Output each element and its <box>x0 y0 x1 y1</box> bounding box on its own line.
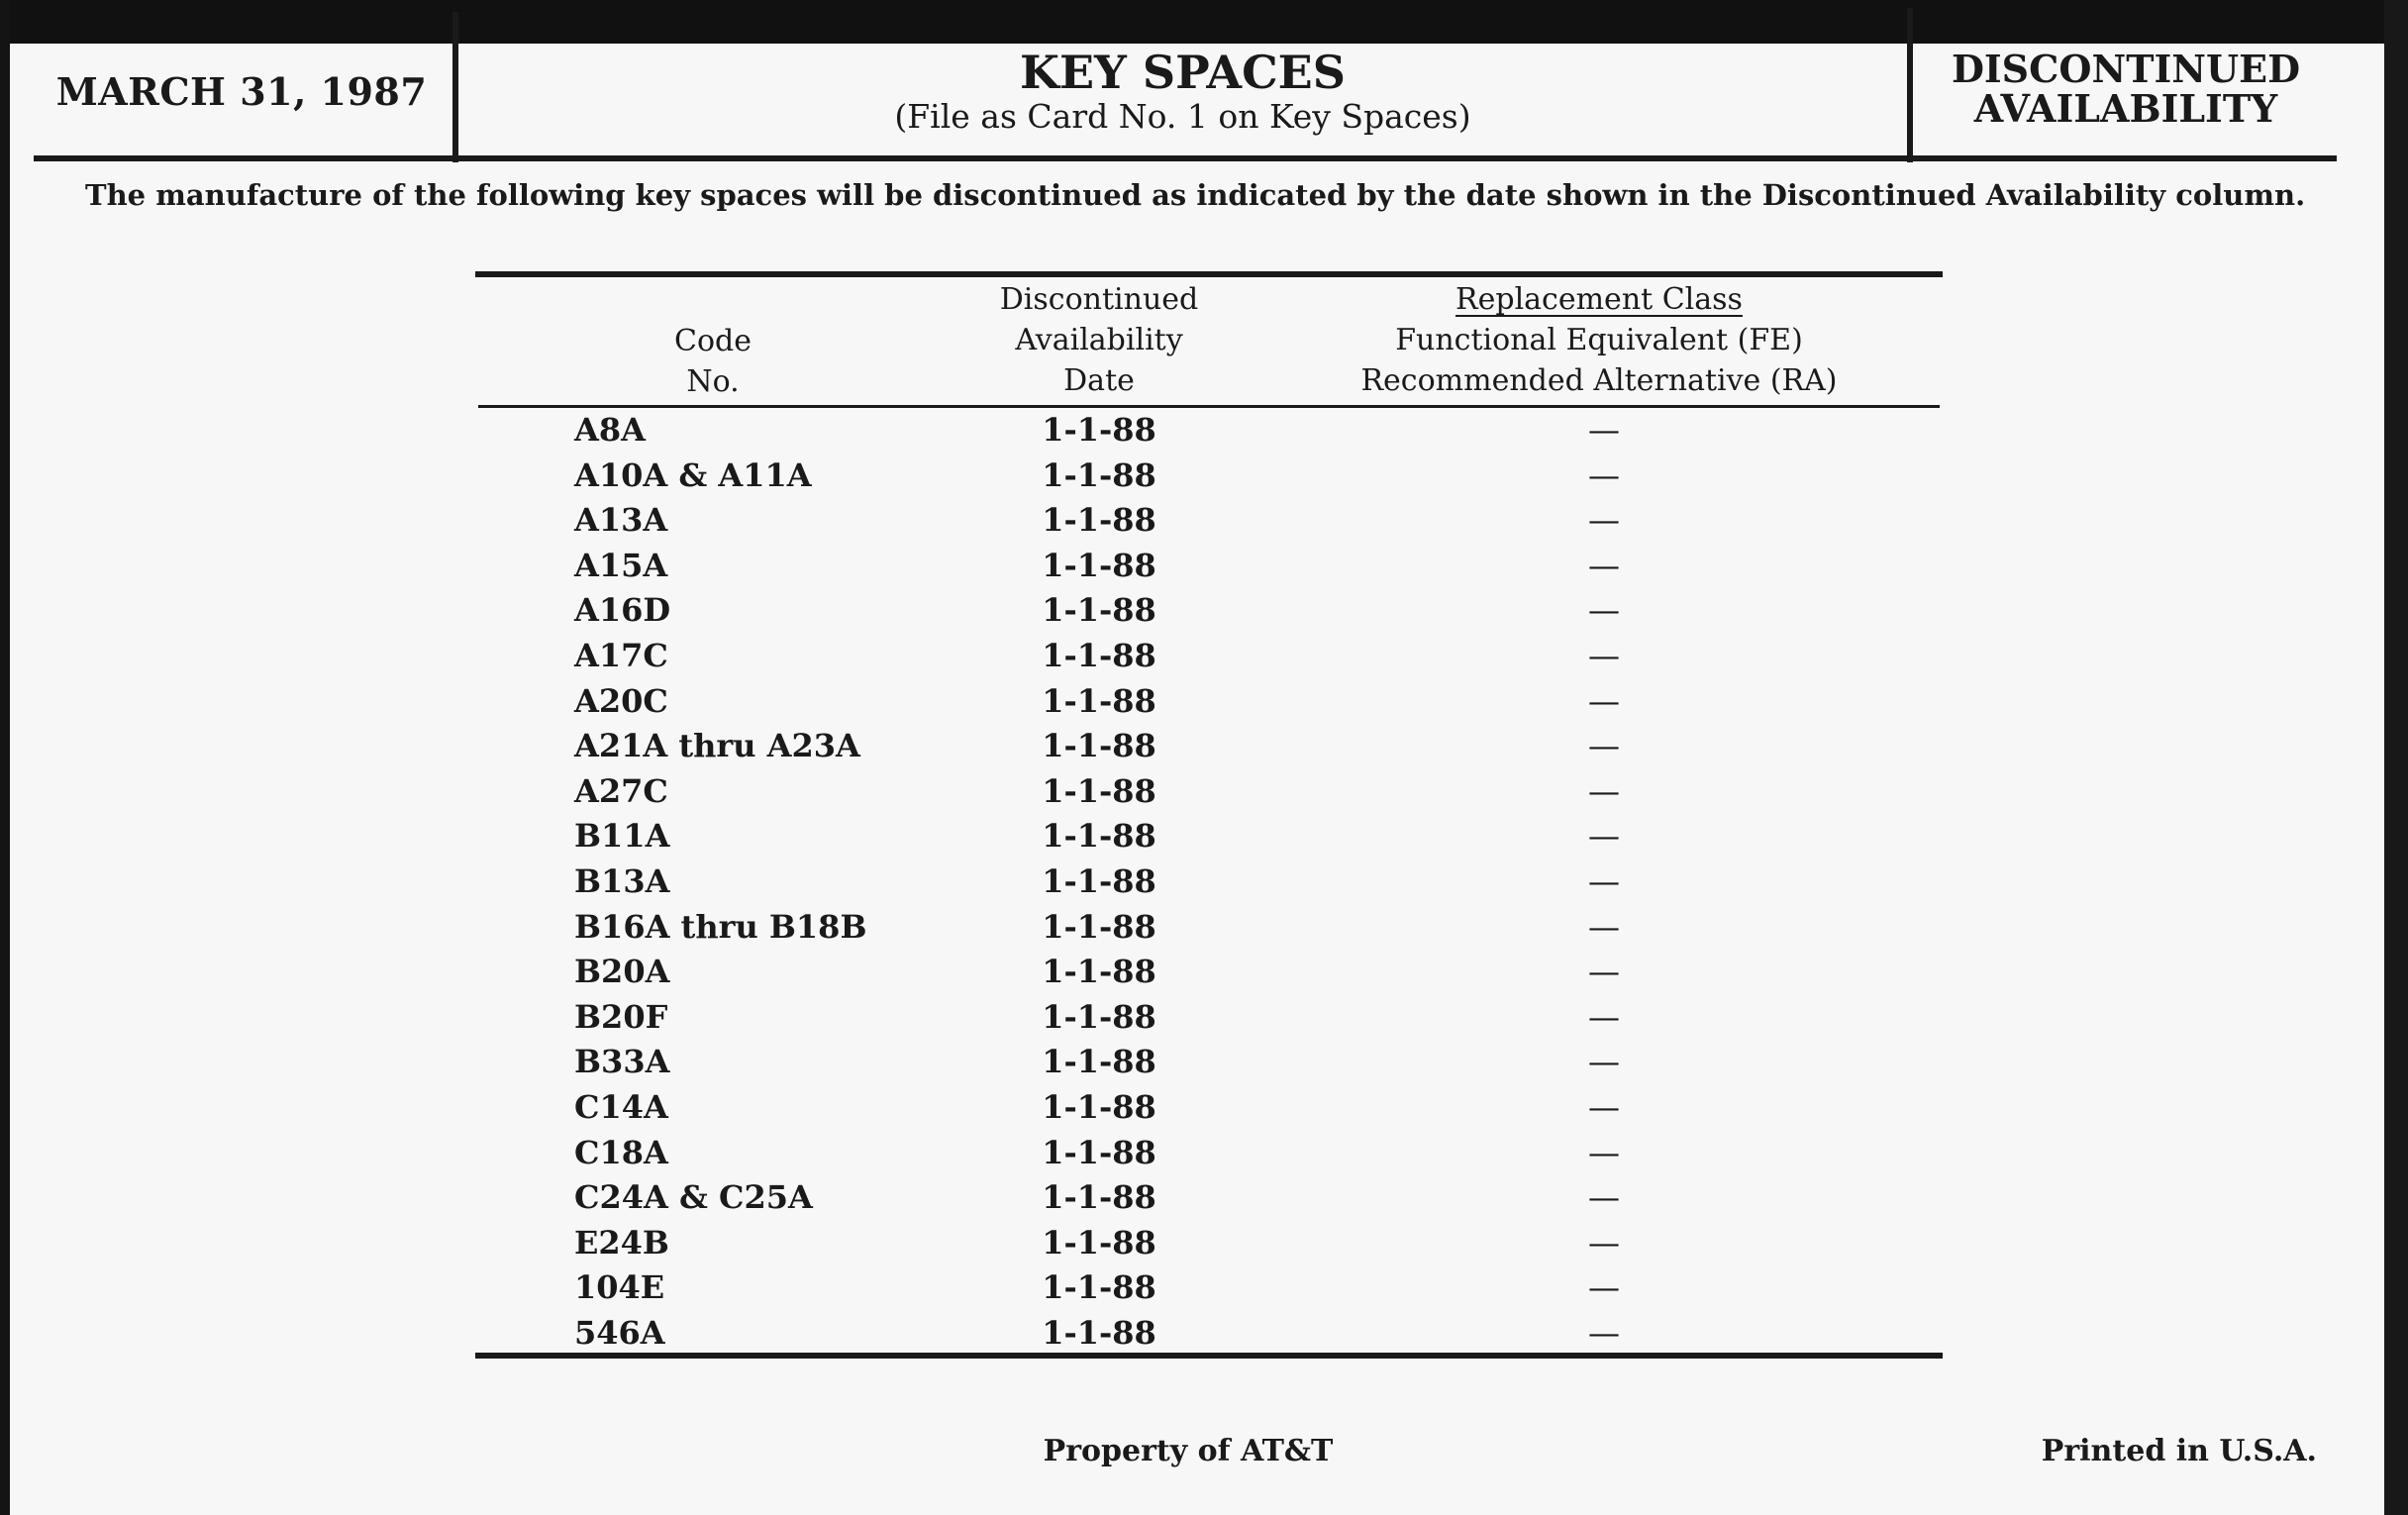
table-row <box>0 544 2408 589</box>
cell-date: 1-1-88 <box>1042 1043 1156 1081</box>
table-row <box>0 634 2408 679</box>
cell-replacement: — <box>1588 1223 1620 1262</box>
table-row <box>0 1311 2408 1357</box>
status-line-1: DISCONTINUED <box>1951 47 2301 91</box>
table-row <box>0 1175 2408 1221</box>
footer-printed: Printed in U.S.A. <box>2041 1434 2317 1468</box>
cell-date: 1-1-88 <box>1042 1133 1156 1171</box>
cell-date: 1-1-88 <box>1042 591 1156 630</box>
table-row <box>0 498 2408 544</box>
cell-replacement: — <box>1588 501 1620 540</box>
header-code-line-2: No. <box>686 364 740 399</box>
cell-date: 1-1-88 <box>1042 1087 1156 1126</box>
cell-code: A20C <box>574 681 668 720</box>
status-heading <box>1913 47 2339 131</box>
cell-replacement: — <box>1588 1268 1620 1307</box>
cell-date: 1-1-88 <box>1042 1178 1156 1217</box>
cell-date: 1-1-88 <box>1042 771 1156 810</box>
cell-date: 1-1-88 <box>1042 501 1156 540</box>
cell-code: C18A <box>574 1133 668 1171</box>
cell-date: 1-1-88 <box>1042 455 1156 494</box>
table-row <box>0 1131 2408 1176</box>
cell-date: 1-1-88 <box>1042 681 1156 720</box>
header-repl-line-1: Replacement Class <box>1455 282 1743 317</box>
header-discontinued-date <box>941 279 1257 401</box>
header-date-line-1: Discontinued <box>999 282 1199 317</box>
table-row <box>0 724 2408 769</box>
document-subtitle: (File as Card No. 1 on Key Spaces) <box>894 97 1471 136</box>
cell-date: 1-1-88 <box>1042 1268 1156 1307</box>
cell-date: 1-1-88 <box>1042 1223 1156 1262</box>
cell-code: B16A thru B18B <box>574 907 867 946</box>
cell-date: 1-1-88 <box>1042 861 1156 900</box>
cell-replacement: — <box>1588 681 1620 720</box>
cell-code: E24B <box>574 1223 669 1262</box>
cell-replacement: — <box>1588 455 1620 494</box>
table-row <box>0 1085 2408 1131</box>
cell-code: A8A <box>574 411 646 449</box>
table-row <box>0 679 2408 725</box>
cell-date: 1-1-88 <box>1042 727 1156 765</box>
cell-replacement: — <box>1588 727 1620 765</box>
cell-replacement: — <box>1588 591 1620 630</box>
table-row <box>0 408 2408 454</box>
table-row <box>0 905 2408 951</box>
header-date-line-3: Date <box>1063 363 1135 398</box>
table-row <box>0 859 2408 905</box>
table-row <box>0 814 2408 859</box>
cell-replacement: — <box>1588 817 1620 856</box>
table-top-rule <box>475 271 1943 277</box>
cell-replacement: — <box>1588 1313 1620 1352</box>
cell-replacement: — <box>1588 636 1620 674</box>
cell-replacement: — <box>1588 1087 1620 1126</box>
table-row <box>0 995 2408 1041</box>
header-repl-line-3: Recommended Alternative (RA) <box>1360 363 1838 398</box>
cell-replacement: — <box>1588 953 1620 991</box>
cell-code: A21A thru A23A <box>574 727 860 765</box>
cell-code: A27C <box>574 771 668 810</box>
status-line-2: AVAILABILITY <box>1973 86 2278 131</box>
cell-replacement: — <box>1588 546 1620 584</box>
table-row <box>0 454 2408 499</box>
header-rule <box>34 155 2337 161</box>
table-bottom-rule <box>475 1353 1943 1359</box>
header-date-line-2: Availability <box>1015 323 1183 357</box>
cell-code: B13A <box>574 861 670 900</box>
cell-date: 1-1-88 <box>1042 1313 1156 1352</box>
cell-replacement: — <box>1588 1133 1620 1171</box>
intro-paragraph: The manufacture of the following key spaces will be discontinued as indicated by the date shown in the Discontinued Availability column. <box>85 178 2306 212</box>
cell-date: 1-1-88 <box>1042 411 1156 449</box>
cell-replacement: — <box>1588 997 1620 1036</box>
header-repl-line-2: Functional Equivalent (FE) <box>1395 323 1803 357</box>
cell-replacement: — <box>1588 861 1620 900</box>
cell-code: 104E <box>574 1268 665 1307</box>
cell-date: 1-1-88 <box>1042 953 1156 991</box>
table-row <box>0 1040 2408 1085</box>
table-row <box>0 769 2408 815</box>
cell-replacement: — <box>1588 1178 1620 1217</box>
cell-code: B33A <box>574 1043 670 1081</box>
cell-code: A16D <box>574 591 671 630</box>
cell-date: 1-1-88 <box>1042 546 1156 584</box>
cell-date: 1-1-88 <box>1042 817 1156 856</box>
table-row <box>0 1265 2408 1311</box>
cell-code: A10A & A11A <box>574 455 812 494</box>
cell-date: 1-1-88 <box>1042 907 1156 946</box>
table-row <box>0 588 2408 634</box>
cell-code: A17C <box>574 636 668 674</box>
cell-replacement: — <box>1588 907 1620 946</box>
cell-replacement: — <box>1588 411 1620 449</box>
table-row <box>0 1221 2408 1266</box>
cell-replacement: — <box>1588 1043 1620 1081</box>
scan-top-border <box>0 0 2408 44</box>
cell-code: B20A <box>574 953 670 991</box>
cell-date: 1-1-88 <box>1042 636 1156 674</box>
cell-code: B11A <box>574 817 670 856</box>
issue-date: MARCH 31, 1987 <box>55 69 428 114</box>
header-code-no <box>554 321 871 402</box>
cell-code: C24A & C25A <box>574 1178 813 1217</box>
cell-code: B20F <box>574 997 668 1036</box>
cell-code: A15A <box>574 546 668 584</box>
table-body <box>0 408 2408 1356</box>
cell-replacement: — <box>1588 771 1620 810</box>
cell-date: 1-1-88 <box>1042 997 1156 1036</box>
document-title: KEY SPACES <box>1020 46 1346 99</box>
cell-code: A13A <box>574 501 668 540</box>
header-code-line-1: Code <box>674 324 752 358</box>
header-replacement-class <box>1317 279 1881 401</box>
footer-property: Property of AT&T <box>1043 1434 1334 1468</box>
cell-code: C14A <box>574 1087 668 1126</box>
table-row <box>0 950 2408 995</box>
cell-code: 546A <box>574 1313 665 1352</box>
